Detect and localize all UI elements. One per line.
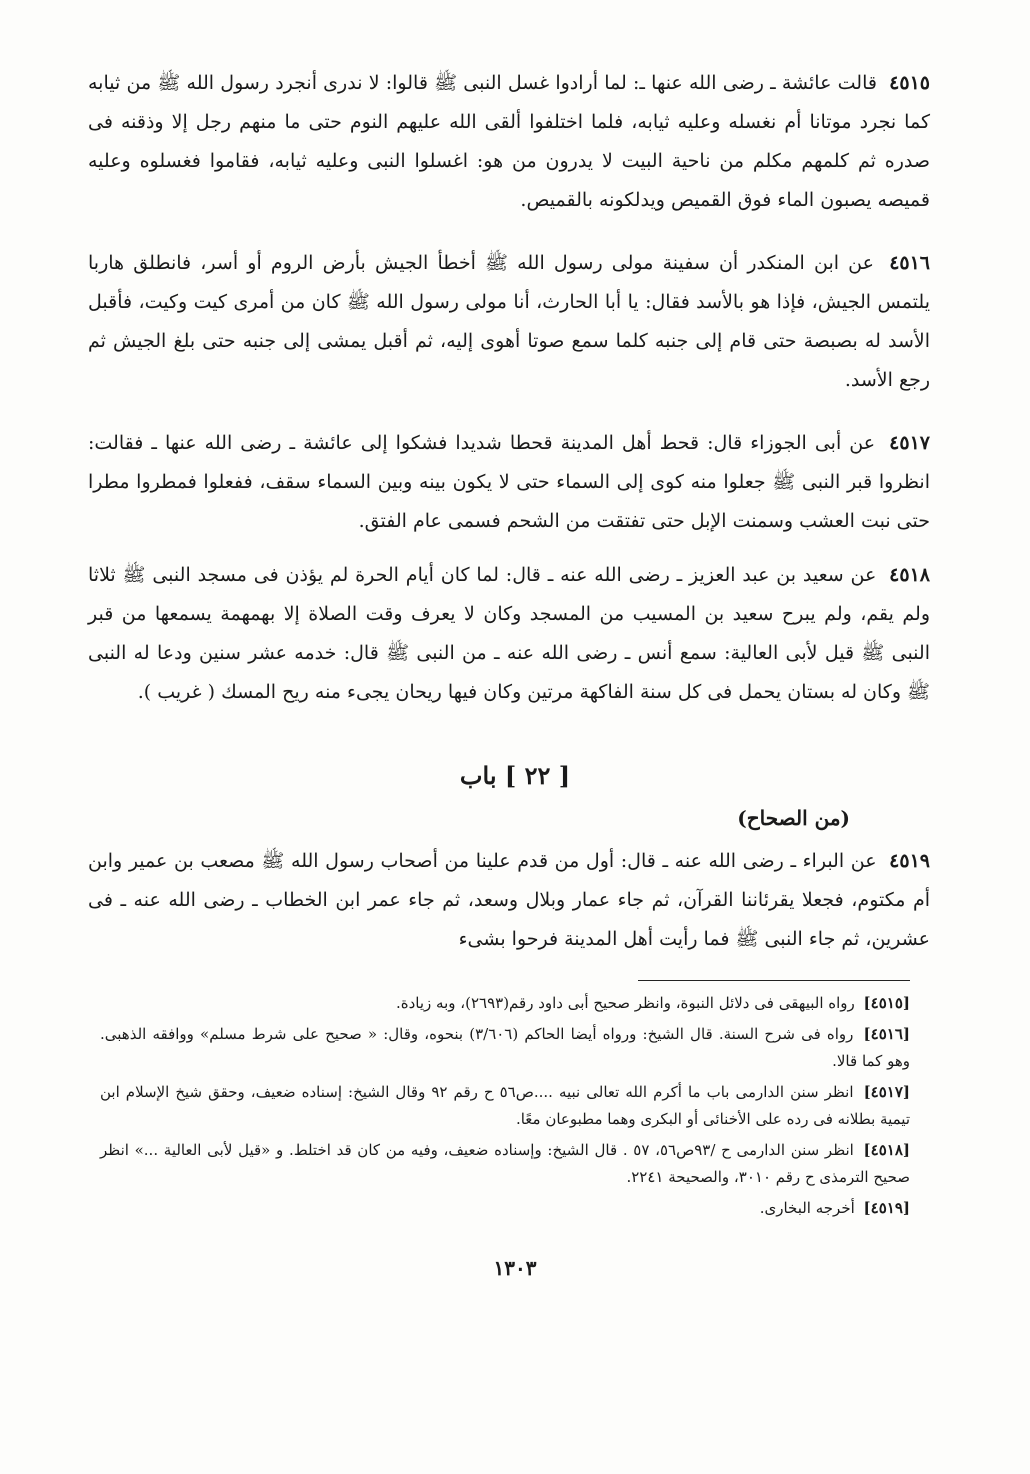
hadith-text: قالت عائشة ـ رضى الله عنها ـ: لما أرادوا غسل النبى ﷺ قالوا: لا ندرى أنجرد رسول الله ﷺ من ثيابه كما نجرد موتانا أم نغسله وعليه ثيابه، فلما اختلفوا ألقى الله عليهم النوم حتى ما منهم رجل إلا وذقنه فى صدره ثم كلمهم مكلم من ناحية البيت لا يدرون من هو: اغسلوا النبى وعليه ثيابه، فقاموا فغسلوه وعليه قميصه يصبون الماء فوق القميص ويدلكونه بالقميص.	[88, 72, 930, 211]
hadith-text: عن أبى الجوزاء قال: قحط أهل المدينة قحطا شديدا فشكوا إلى عائشة ـ رضى الله عنها ـ فقالت: انظروا قبر النبى ﷺ جعلوا منه كوى إلى السماء حتى لا يكون بينه وبين السماء سقف، ففعلوا فمطروا مطرا حتى نبت العشب وسمنت الإبل حتى تفتقت من الشحم فسمى عام الفتق.	[88, 432, 930, 532]
hadith-number: ٤٥١٨	[889, 564, 930, 586]
hadith-number: ٤٥١٩	[889, 850, 930, 872]
footnote-tag: [٤٥١٧]	[863, 1083, 911, 1101]
hadith-text: عن ابن المنكدر أن سفينة مولى رسول الله ﷺ أخطأ الجيش بأرض الروم أو أسر، فانطلق هاربا يلتمس الجيش، فإذا هو بالأسد فقال: يا أبا الحارث، أنا مولى رسول الله ﷺ كان من أمرى كيت وكيت، فأقبل الأسد له بصبصة حتى قام إلى جنبه كلما سمع صوتا أهوى إليه، ثم أقبل يمشى إلى جنبه حتى بلغ الجيش ثم رجع الأسد.	[88, 252, 930, 391]
footnote-text: أخرجه البخارى.	[759, 1199, 855, 1217]
footnote-text: رواه البيهقى فى دلائل النبوة، وانظر صحيح أبى داود رقم(٢٦٩٣)، وبه زيادة.	[395, 994, 855, 1012]
footnote-tag: [٤٥١٥]	[863, 994, 910, 1012]
hadith-4518	[88, 556, 930, 712]
footnote-divider	[638, 980, 910, 981]
footnote-tag: [٤٥١٩]	[863, 1199, 910, 1217]
hadith-number: ٤٥١٥	[889, 72, 930, 94]
footnote-tag: [٤٥١٦]	[863, 1025, 910, 1043]
footnote-tag: [٤٥١٨]	[863, 1141, 910, 1159]
hadith-4517	[88, 424, 930, 541]
hadith-4519	[88, 842, 930, 959]
hadith-number: ٤٥١٧	[889, 432, 930, 454]
hadith-4515	[88, 64, 930, 220]
footnote-text: رواه فى شرح السنة. قال الشيخ: ورواه أيضا الحاكم (٣/٦٠٦) بنحوه، وقال: « صحيح على شرط مسلم» ووافقه الذهبى. وهو كما قالا.	[100, 1025, 910, 1070]
footnote-text: انظر سنن الدارمى ح /٩٣ص٥٦، ٥٧ . قال الشيخ: وإسناده ضعيف، وفيه من كان قد اختلط. و «قيل لأبى العالية ...» انظر صحيح الترمذى ح رقم ٣٠١٠، والصحيحة ٢٢٤١.	[100, 1141, 910, 1186]
footnote-4519	[100, 1195, 910, 1222]
hadith-number: ٤٥١٦	[889, 252, 931, 274]
footnote-4515	[100, 990, 910, 1017]
footnotes	[100, 986, 910, 1222]
footnote-text: انظر سنن الدارمى باب ما أكرم الله تعالى نبيه ....ص٥٦ ح رقم ٩٢ وقال الشيخ: إسناده ضعيف، وحقق شيخ الإسلام ابن تيمية بطلانه فى رده على الأخنائى أو البكرى وهما مطبوعان معًا.	[100, 1083, 910, 1128]
hadith-text: عن البراء ـ رضى الله عنه ـ قال: أول من قدم علينا من أصحاب رسول الله ﷺ مصعب بن عمير وابن أم مكتوم، فجعلا يقرئاننا القرآن، ثم جاء عمار وبلال وسعد، ثم جاء عمر ابن الخطاب ـ رضى الله عنه ـ فى عشرين، ثم جاء النبى ﷺ فما رأيت أهل المدينة فرحوا بشىء	[88, 850, 930, 950]
footnote-4518	[100, 1137, 910, 1191]
section-subheading: (من الصحاح)	[737, 806, 850, 830]
chapter-heading: [ ٢٢ ] باب	[459, 761, 571, 790]
hadith-text: عن سعيد بن عبد العزيز ـ رضى الله عنه ـ قال: لما كان أيام الحرة لم يؤذن فى مسجد النبى ﷺ ثلاثا ولم يقم، ولم يبرح سعيد بن المسيب من المسجد وكان لا يعرف وقت الصلاة إلا بهمهمة يسمعها من قبر النبى ﷺ قيل لأبى العالية: سمع أنس ـ رضى الله عنه ـ من النبى ﷺ قال: خدمه عشر سنين ودعا له النبى ﷺ وكان له بستان يحمل فى كل سنة الفاكهة مرتين وكان فيها ريحان يجىء منه ريح المسك ( غريب ).	[88, 564, 930, 703]
footnote-4517	[100, 1079, 910, 1133]
page-number: ١٣٠٣	[493, 1256, 537, 1280]
hadith-4516	[88, 244, 930, 400]
footnote-4516	[100, 1021, 910, 1075]
